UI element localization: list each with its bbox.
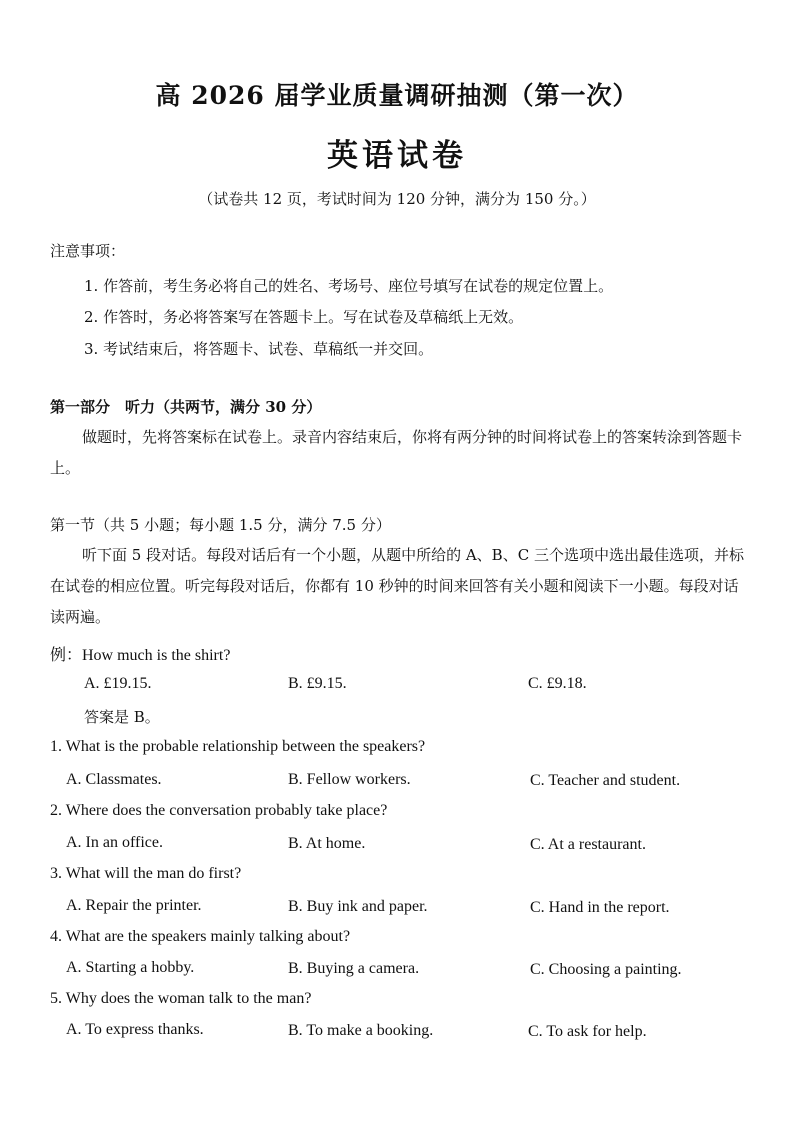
- notice-item: 2. 作答时，务必将答案写在答题卡上。写在试卷及草稿纸上无效。: [84, 308, 524, 326]
- option-a: A. Repair the printer.: [66, 897, 202, 914]
- example-option-c: C. £9.18.: [528, 675, 587, 692]
- notice-heading: 注意事项：: [50, 242, 126, 260]
- example-answer: 答案是 B。: [84, 708, 160, 726]
- option-a: A. To express thanks.: [66, 1021, 204, 1038]
- option-c: C. Choosing a painting.: [530, 961, 682, 978]
- example-question: 例：How much is the shirt?: [50, 647, 231, 664]
- option-a: A. Classmates.: [66, 771, 162, 788]
- exam-title: 高 2026 届学业质量调研抽测（第一次）: [155, 81, 639, 110]
- question-text: 2. Where does the conversation probably take place?: [50, 802, 388, 819]
- option-c: C. At a restaurant.: [530, 836, 646, 853]
- option-b: B. Buy ink and paper.: [288, 898, 428, 915]
- option-b: B. Buying a camera.: [288, 960, 420, 977]
- notice-item: 3. 考试结束后，将答题卡、试卷、草稿纸一并交回。: [84, 340, 434, 358]
- option-b: B. Fellow workers.: [288, 771, 411, 788]
- option-c: C. Hand in the report.: [530, 899, 670, 916]
- part1-instruction: 做题时，先将答案标在试卷上。录音内容结束后，你将有两分钟的时间将试卷上的答案转涂到答题卡上。: [50, 428, 743, 477]
- question-text: 5. Why does the woman talk to the man?: [50, 990, 312, 1007]
- option-b: B. To make a booking.: [288, 1022, 434, 1039]
- notice-item: 1. 作答前，考生务必将自己的姓名、考场号、座位号填写在试卷的规定位置上。: [84, 277, 614, 295]
- section1-heading: 第一节（共 5 小题；每小题 1.5 分，满分 7.5 分）: [50, 516, 391, 534]
- example-option-b: B. £9.15.: [288, 675, 347, 692]
- example-option-a: A. £19.15.: [84, 675, 152, 692]
- option-b: B. At home.: [288, 835, 366, 852]
- question-text: 3. What will the man do first?: [50, 865, 242, 882]
- question-text: 4. What are the speakers mainly talking about?: [50, 928, 351, 945]
- option-a: A. In an office.: [66, 834, 163, 851]
- option-c: C. To ask for help.: [528, 1023, 647, 1040]
- question-text: 1. What is the probable relationship between the speakers?: [50, 738, 426, 755]
- exam-subject: 英语试卷: [327, 138, 467, 174]
- option-a: A. Starting a hobby.: [66, 959, 195, 976]
- section1-instruction: 听下面 5 段对话。每段对话后有一个小题，从题中所给的 A、B、C 三个选项中选出最佳选项，并标在试卷的相应位置。听完每段对话后，你都有 10 秒钟的时间来回答有关小题和阅读下一小题。每段对话读两遍。: [50, 546, 744, 626]
- part1-heading: 第一部分 听力（共两节，满分 30 分）: [50, 398, 322, 416]
- exam-info: （试卷共 12 页，考试时间为 120 分钟，满分为 150 分。）: [198, 190, 596, 208]
- option-c: C. Teacher and student.: [530, 772, 681, 789]
